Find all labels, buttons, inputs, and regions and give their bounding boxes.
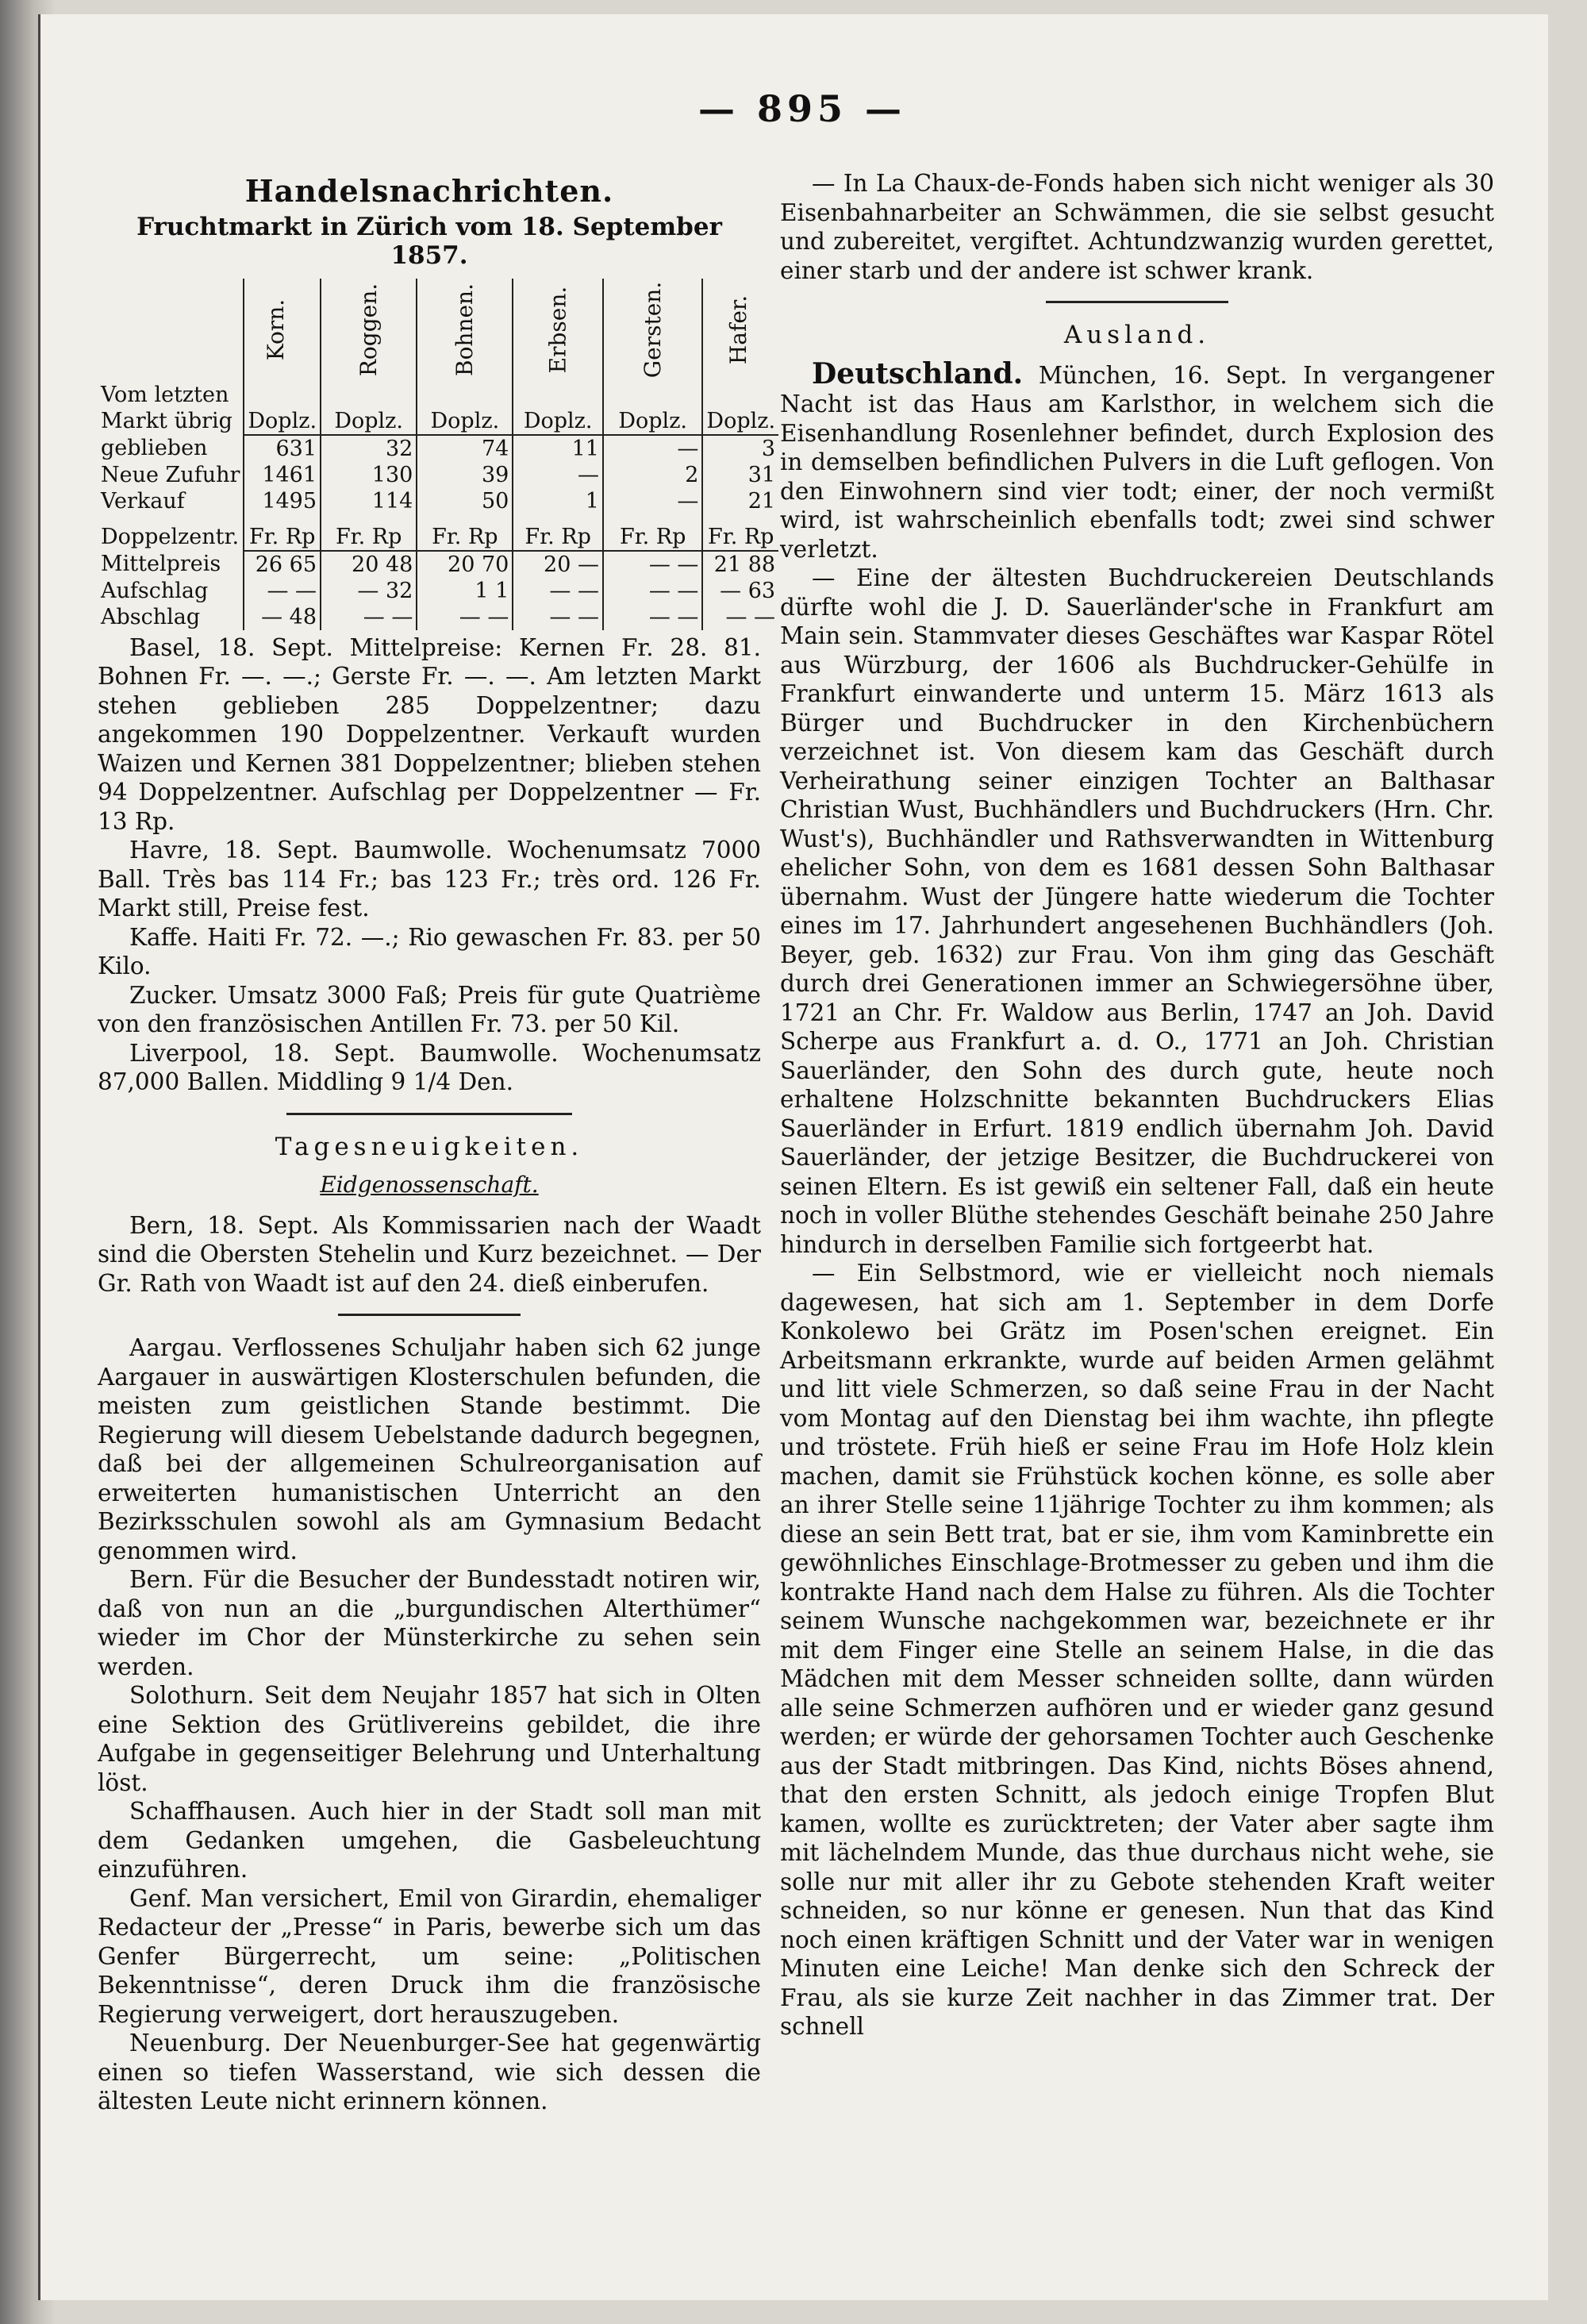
- table-row: Abschlag — 48 — — — — — — — — — —: [98, 604, 778, 630]
- news-la-chaux-de-fonds: — In La Chaux-de-Fonds haben sich nicht weniger als 30 Eisenbahnarbeiter an Schwämmen, die sie selbst gesucht und zubereitet, vergiftet. Achtundzwanzig wurden gerettet, einer starb und der andere ist schwer krank.: [780, 170, 1494, 284]
- left-column: [98, 169, 776, 2116]
- market-report-basel: Basel, 18. Sept. Mittelpreise: Kernen Fr. 28. 81. Bohnen Fr. —. —.; Gerste Fr. —. —. Am letzten Markt stehen geblieben 285 Doppelzentner; dazu angekommen 190 Doppelzentner. Verkauft wurden Waizen und Kernen 381 Doppelzentner; blieben stehen 94 Doppelzentner. Aufschlag per Doppelzentner — Fr. 13 Rp.: [98, 633, 761, 835]
- grain-price-table: [98, 279, 778, 630]
- market-report-coffee: Kaffe. Haiti Fr. 72. —.; Rio gewaschen Fr. 83. per 50 Kilo.: [98, 923, 761, 979]
- news-neuenburg: Neuenburg. Der Neuenburger-See hat gegenwärtig einen so tiefen Wasserstand, wie sich dessen die ältesten Leute nicht erinnern können.: [98, 2030, 761, 2114]
- right-column: [780, 169, 1494, 2041]
- news-muenchen: Deutschland. München, 16. Sept. In vergangener Nacht ist das Haus am Karlsthor, in welchem sich die Eisenhandlung Rosenlehner befindet, durch Explosion des in demselben befindlichen Pulvers in die Luft geflogen. Von den Einwohnern sind vier todt; einer, der noch vermißt wird, ist wahrscheinlich ebenfalls todt; zwei sind schwer verletzt.: [780, 356, 1494, 563]
- table-row: Doppelzentr. Fr. Rp Fr. Rp Fr. Rp Fr. Rp Fr. Rp Fr. Rp: [98, 524, 778, 551]
- col-header: Bohnen.: [417, 279, 513, 382]
- foreign-news-heading: Ausland.: [1063, 321, 1211, 349]
- news-genf: Genf. Man versichert, Emil von Girardin, ehemaliger Redacteur der „Presse“ in Paris, bewerbe sich um das Genfer Bürgerrecht, um seine: „Politischen Bekenntnisse“, deren Druck ihm die französische Regierung verweigert, dort herauszugeben.: [98, 1884, 761, 2028]
- col-header: Gersten.: [603, 279, 702, 382]
- news-sauerlaender-printing: — Eine der ältesten Buchdruckereien Deutschlands dürfte wohl die J. D. Sauerländer'sche in Frankfurt am Main sein. Stammvater dieses Geschäftes war Kaspar Rötel aus Würzburg, der 1606 als Buchdrucker-Gehülfe in Frankfurt einwanderte und unterm 15. März 1613 als Bürger und Buchdrucker in den Kirchenbüchern verzeichnet ist. Von diesem kam das Geschäft durch Verheirathung seiner einzigen Tochter an Balthasar Christian Wust, Buchhändlers und Buchdruckers (Hrn. Chr. Wust's), Buchhändler und Rathsverwandten in Wittenburg ehelicher Sohn, von dem es 1681 dessen Sohn Balthasar übernahm. Wust der Jüngere hatte wiederum die Tochter eines im 17. Jahrhundert angesehenen Buchhändlers (Joh. Beyer, geb. 1632) zur Frau. Von ihm ging das Geschäft durch drei Generationen immer an Schwiegersöhne über, 1721 an Chr. Fr. Waldow aus Berlin, 1747 an Joh. David Scherpe aus Frankfurt a. d. O., 1771 an Joh. Christian Sauerländer, den Sohn des durch gute, heute noch erhaltene Holzschnitte bekannten Buchdruckers Elias Sauerländer in Erfurt. 1819 endlich übernahm Joh. David Sauerländer, der jetzige Besitzer, die Buchdruckerei von seinen Eltern. Es ist gewiß ein seltener Fall, daß ein heute noch in voller Blüthe stehendes Geschäft beinahe 250 Jahre hindurch in derselben Familie sich fortgeerbt hat.: [780, 564, 1494, 1258]
- news-schaffhausen: Schaffhausen. Auch hier in der Stadt soll man mit dem Gedanken umgehen, die Gasbeleuchtung einzuführen.: [98, 1798, 761, 1883]
- country-label-deutschland: Deutschland.: [812, 356, 1024, 391]
- table-header-row: [98, 279, 778, 382]
- news-selbstmord: — Ein Selbstmord, wie er vielleicht noch niemals dagewesen, hat sich am 1. September in dem Dorfe Konkolewo bei Grätz im Posen'schen ereignet. Ein Arbeitsmann erkrankte, wurde auf beiden Armen gelähmt und litt viele Schmerzen, so daß seine Frau in der Nacht vom Montag auf den Dienstag bei ihm wachte, ihn pflegte und tröstete. Früh hieß er seine Frau im Hofe Holz klein machen, damit sie Frühstück kochen könne, es solle aber an ihrer Stelle seine 11jährige Tochter zu ihm kommen; als diese an sein Bett trat, bat er sie, ihm vom Kaminbrette ein gewöhnliches Einschlage-Brotmesser zu geben und ihm die kontrakte Hand nach dem Halse zu führen. Als die Tochter seinem Wunsche nachgekommen war, bezeichnete er ihr mit dem Finger eine Stelle an seinem Halse, in die das Mädchen mit dem Messer schneiden sollte, dann würden alle seine Schmerzen aufhören und er wieder ganz gesund werden; er würde der gehorsamen Tochter auch Geschenke aus der Stadt mitbringen. Das Kind, nichts Böses ahnend, that den ersten Schnitt, als jedoch einige Tropfen Blut kamen, wollte es zurücktreten; der Vater aber sagte ihm mit lächelndem Munde, das thue durchaus nicht wehe, sie solle nur mit aller ihr zu Gebote stehenden Kraft weiter schneiden, so nur könne er genesen. Nun that das Kind noch einen kräftigen Schnitt und der Vater war in wenigen Minuten eine Leiche! Man denke sich den Schreck der Frau, als sie kurze Zeit nachher in das Zimmer trat. Der schnell: [780, 1260, 1494, 2040]
- market-report-havre: Havre, 18. Sept. Baumwolle. Wochenumsatz 7000 Ball. Très bas 114 Fr.; bas 123 Fr.; très ord. 126 Fr. Markt still, Preise fest.: [98, 837, 761, 922]
- news-aargau: Aargau. Verflossenes Schuljahr haben sich 62 junge Aargauer in auswärtigen Klosterschulen befunden, die meisten zum geistlichen Stande bestimmt. Die Regierung will diesem Uebelstande dadurch begegnen, daß bei der allgemeinen Schulreorganisation auf erweiterten humanistischen Unterricht an den Bezirksschulen sowohl als am Gymnasium Bedacht genommen wird.: [98, 1334, 761, 1564]
- article-divider: [338, 1314, 521, 1316]
- news-heading: Tagesneuigkeiten.: [275, 1132, 584, 1161]
- section-heading-trade: Handelsnachrichten.: [244, 173, 614, 209]
- table-row: Verkauf 1495 114 50 1 — 21: [98, 488, 778, 514]
- article-divider: [1046, 301, 1228, 303]
- news-bern: Bern. Für die Besucher der Bundesstadt notiren wir, daß von nun an die „burgundischen Alterthümer“ wieder im Chor der Münsterkirche zu sehen sein werden.: [98, 1566, 761, 1680]
- table-row: geblieben 631 32 74 11 — 3: [98, 435, 778, 462]
- col-header: Erbsen.: [513, 279, 603, 382]
- news-bern-commissioners: Bern, 18. Sept. Als Kommissarien nach der Waadt sind die Obersten Stehelin und Kurz bezeichnet. — Der Gr. Rath von Waadt ist auf den 24. dieß einberufen.: [98, 1211, 761, 1297]
- table-row: Markt übrig Doplz. Doplz. Doplz. Doplz. Doplz. Doplz.: [98, 408, 778, 435]
- page-number: — 895 —: [697, 87, 907, 130]
- col-header: Korn.: [244, 279, 321, 382]
- table-row: Vom letzten: [98, 382, 778, 408]
- table-row: Aufschlag — — — 32 1 1 — — — — — 63: [98, 578, 778, 604]
- section-divider: [286, 1113, 572, 1115]
- col-header: Hafer.: [702, 279, 778, 382]
- table-row: Mittelpreis 26 65 20 48 20 70 20 — — — 21 88: [98, 551, 778, 578]
- grain-market-title: Fruchtmarkt in Zürich vom 18. September 1857.: [136, 212, 722, 270]
- market-report-liverpool: Liverpool, 18. Sept. Baumwolle. Wochenumsatz 87,000 Ballen. Middling 9 1/4 Den.: [98, 1039, 761, 1095]
- col-header: Roggen.: [321, 279, 417, 382]
- market-report-sugar: Zucker. Umsatz 3000 Faß; Preis für gute Quatrième von den französischen Antillen Fr. 73. per 50 Kil.: [98, 981, 761, 1037]
- news-subheading: Eidgenossenschaft.: [320, 1172, 539, 1198]
- newspaper-page: [38, 14, 1548, 2300]
- news-solothurn: Solothurn. Seit dem Neujahr 1857 hat sich in Olten eine Sektion des Grütlivereins gebildet, die ihre Aufgabe in gegenseitiger Belehrung und Unterhaltung löst.: [98, 1682, 761, 1796]
- table-row: Neue Zufuhr 1461 130 39 — 2 31: [98, 462, 778, 488]
